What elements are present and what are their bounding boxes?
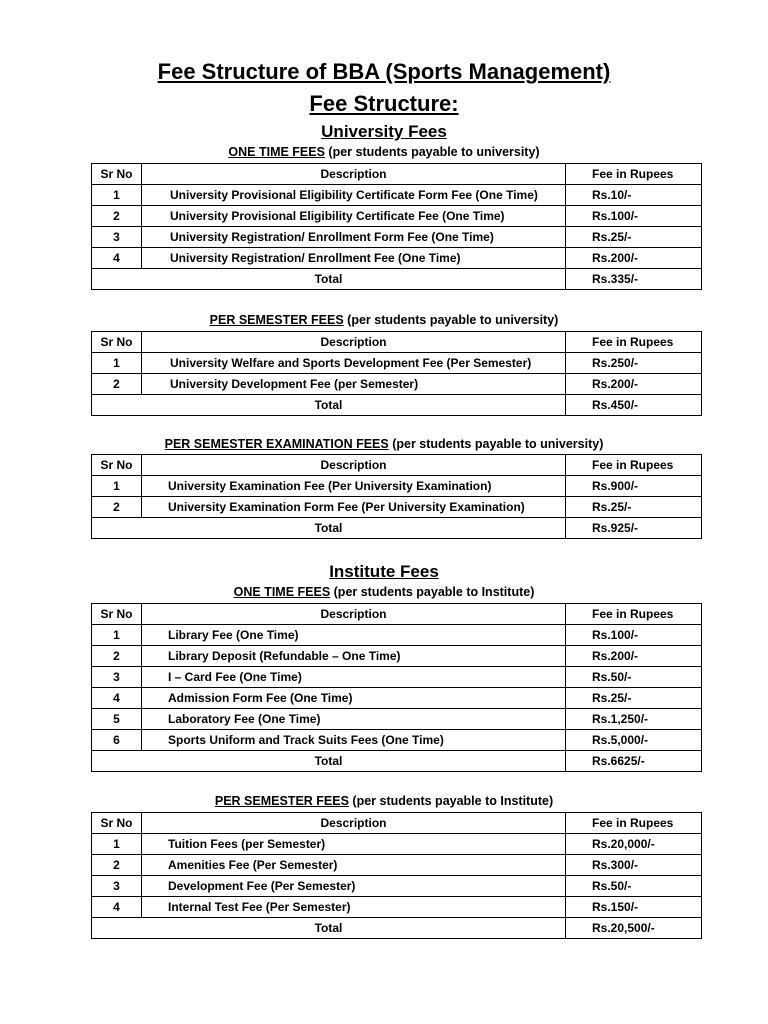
fee-header: Fee in Rupees	[566, 332, 702, 353]
description-header: Description	[142, 455, 566, 476]
description-header: Description	[142, 813, 566, 834]
fee-cell: Rs.300/-	[566, 855, 702, 876]
total-value: Rs.925/-	[566, 518, 702, 539]
table-row	[92, 248, 702, 269]
total-label: Total	[92, 918, 566, 939]
sr-no-cell: 2	[92, 646, 142, 667]
description-header: Description	[142, 164, 566, 185]
description-cell: University Provisional Eligibility Certificate Form Fee (One Time)	[142, 185, 566, 206]
sr-no-cell: 4	[92, 688, 142, 709]
fee-header: Fee in Rupees	[566, 604, 702, 625]
total-label: Total	[92, 518, 566, 539]
table-row	[92, 476, 702, 497]
caption-note: (per students payable to university)	[324, 145, 540, 159]
table-row	[92, 353, 702, 374]
caption-label: PER SEMESTER FEES	[209, 313, 344, 327]
table-caption-university-one-time	[0, 144, 768, 160]
description-cell: University Provisional Eligibility Certificate Fee (One Time)	[142, 206, 566, 227]
page-title: Fee Structure of BBA (Sports Management)	[157, 59, 611, 84]
sr-no-cell: 2	[92, 206, 142, 227]
institute-fees-heading: Institute Fees	[329, 562, 439, 581]
table-row	[92, 730, 702, 751]
institute-one-time-fees-table	[91, 603, 702, 772]
fee-cell: Rs.250/-	[566, 353, 702, 374]
sr-no-cell: 3	[92, 667, 142, 688]
total-row	[92, 751, 702, 772]
fee-cell: Rs.50/-	[566, 876, 702, 897]
sr-no-cell: 3	[92, 876, 142, 897]
table-caption-institute-per-semester	[0, 793, 768, 809]
total-row	[92, 269, 702, 290]
table-row	[92, 667, 702, 688]
fee-cell: Rs.10/-	[566, 185, 702, 206]
table-row	[92, 646, 702, 667]
university-one-time-fees-table	[91, 163, 702, 290]
institute-per-semester-fees-table	[91, 812, 702, 939]
table-caption-institute-one-time	[0, 584, 768, 600]
fee-cell: Rs.200/-	[566, 374, 702, 395]
description-cell: University Registration/ Enrollment Fee (One Time)	[142, 248, 566, 269]
caption-note: (per students payable to Institute)	[330, 585, 535, 599]
table-caption-university-per-semester	[0, 312, 768, 328]
fee-cell: Rs.25/-	[566, 227, 702, 248]
table-row	[92, 709, 702, 730]
table-row	[92, 206, 702, 227]
fee-cell: Rs.200/-	[566, 248, 702, 269]
sr-no-cell: 5	[92, 709, 142, 730]
total-row	[92, 918, 702, 939]
description-cell: Laboratory Fee (One Time)	[142, 709, 566, 730]
fee-cell: Rs.100/-	[566, 625, 702, 646]
sr-no-cell: 1	[92, 476, 142, 497]
description-cell: Internal Test Fee (Per Semester)	[142, 897, 566, 918]
total-label: Total	[92, 751, 566, 772]
table-row	[92, 185, 702, 206]
sr-no-header: Sr No	[92, 455, 142, 476]
total-label: Total	[92, 395, 566, 416]
fee-cell: Rs.900/-	[566, 476, 702, 497]
fee-cell: Rs.100/-	[566, 206, 702, 227]
table-row	[92, 497, 702, 518]
description-cell: University Development Fee (per Semester)	[142, 374, 566, 395]
description-cell: University Examination Form Fee (Per University Examination)	[142, 497, 566, 518]
total-row	[92, 518, 702, 539]
fee-cell: Rs.200/-	[566, 646, 702, 667]
fee-cell: Rs.150/-	[566, 897, 702, 918]
table-header-row	[92, 164, 702, 185]
total-value: Rs.335/-	[566, 269, 702, 290]
university-per-semester-fees-table	[91, 331, 702, 416]
fee-cell: Rs.50/-	[566, 667, 702, 688]
fee-cell: Rs.5,000/-	[566, 730, 702, 751]
fee-cell: Rs.25/-	[566, 497, 702, 518]
description-header: Description	[142, 332, 566, 353]
description-cell: Library Deposit (Refundable – One Time)	[142, 646, 566, 667]
fee-header: Fee in Rupees	[566, 813, 702, 834]
sr-no-cell: 1	[92, 625, 142, 646]
caption-note: (per students payable to university)	[388, 437, 604, 451]
table-row	[92, 855, 702, 876]
fee-cell: Rs.1,250/-	[566, 709, 702, 730]
table-header-row	[92, 813, 702, 834]
sr-no-cell: 1	[92, 185, 142, 206]
description-cell: Development Fee (Per Semester)	[142, 876, 566, 897]
table-row	[92, 625, 702, 646]
description-cell: University Welfare and Sports Development Fee (Per Semester)	[142, 353, 566, 374]
sr-no-cell: 6	[92, 730, 142, 751]
description-header: Description	[142, 604, 566, 625]
sr-no-header: Sr No	[92, 813, 142, 834]
sr-no-cell: 2	[92, 374, 142, 395]
description-cell: I – Card Fee (One Time)	[142, 667, 566, 688]
university-fees-heading: University Fees	[321, 122, 447, 141]
sr-no-cell: 4	[92, 248, 142, 269]
table-row	[92, 374, 702, 395]
caption-note: (per students payable to Institute)	[348, 794, 554, 808]
caption-label: ONE TIME FEES	[228, 145, 325, 159]
sr-no-cell: 2	[92, 497, 142, 518]
total-value: Rs.450/-	[566, 395, 702, 416]
table-row	[92, 227, 702, 248]
description-cell: Sports Uniform and Track Suits Fees (One Time)	[142, 730, 566, 751]
total-value: Rs.20,500/-	[566, 918, 702, 939]
table-row	[92, 688, 702, 709]
caption-note: (per students payable to university)	[343, 313, 559, 327]
fee-header: Fee in Rupees	[566, 455, 702, 476]
fee-cell: Rs.20,000/-	[566, 834, 702, 855]
table-row	[92, 834, 702, 855]
total-value: Rs.6625/-	[566, 751, 702, 772]
table-row	[92, 876, 702, 897]
fee-cell: Rs.25/-	[566, 688, 702, 709]
description-cell: University Registration/ Enrollment Form Fee (One Time)	[142, 227, 566, 248]
description-cell: Library Fee (One Time)	[142, 625, 566, 646]
sr-no-cell: 4	[92, 897, 142, 918]
sr-no-header: Sr No	[92, 604, 142, 625]
description-cell: Admission Form Fee (One Time)	[142, 688, 566, 709]
total-label: Total	[92, 269, 566, 290]
table-header-row	[92, 455, 702, 476]
fee-header: Fee in Rupees	[566, 164, 702, 185]
sr-no-cell: 1	[92, 353, 142, 374]
sr-no-header: Sr No	[92, 164, 142, 185]
university-examination-fees-table	[91, 454, 702, 539]
description-cell: Tuition Fees (per Semester)	[142, 834, 566, 855]
caption-label: PER SEMESTER FEES	[214, 794, 349, 808]
page-subtitle: Fee Structure:	[309, 91, 459, 116]
sr-no-cell: 2	[92, 855, 142, 876]
table-header-row	[92, 604, 702, 625]
table-caption-university-examination	[0, 436, 768, 452]
table-row	[92, 897, 702, 918]
description-cell: University Examination Fee (Per University Examination)	[142, 476, 566, 497]
table-header-row	[92, 332, 702, 353]
caption-label: ONE TIME FEES	[233, 585, 331, 599]
sr-no-cell: 1	[92, 834, 142, 855]
total-row	[92, 395, 702, 416]
sr-no-cell: 3	[92, 227, 142, 248]
sr-no-header: Sr No	[92, 332, 142, 353]
caption-label: PER SEMESTER EXAMINATION FEES	[164, 437, 389, 451]
description-cell: Amenities Fee (Per Semester)	[142, 855, 566, 876]
